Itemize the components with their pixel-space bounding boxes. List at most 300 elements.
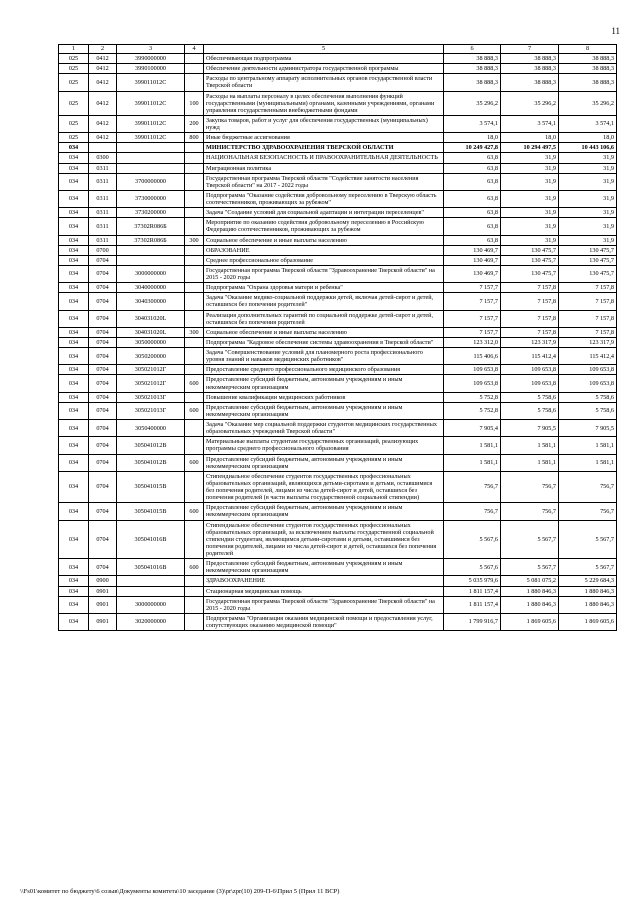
target-article-cell: 305041015В: [117, 503, 185, 520]
admin-code-cell: 034: [59, 471, 89, 503]
amount-year3-cell: 7 157,8: [559, 283, 617, 293]
target-article-cell: [117, 586, 185, 596]
expense-type-cell: [185, 365, 204, 375]
target-article-cell: 3990000000: [117, 54, 185, 64]
amount-year3-cell: 5 758,6: [559, 402, 617, 419]
amount-year2-cell: 31,9: [501, 190, 559, 207]
target-article-cell: 37302R086Б: [117, 235, 185, 245]
section-code-cell: 0311: [89, 163, 117, 173]
table-row: [59, 255, 617, 265]
admin-code-cell: 025: [59, 115, 89, 132]
admin-code-cell: 034: [59, 235, 89, 245]
description-cell: Задача "Оказание медико-социальной поддержки детей, включая детей-сирот и детей, оставшихся без попечения родителей": [204, 293, 444, 310]
target-article-cell: 305041012В: [117, 437, 185, 454]
amount-year1-cell: 1 799 916,7: [444, 613, 501, 630]
expense-type-cell: [185, 218, 204, 235]
target-article-cell: 3000000000: [117, 596, 185, 613]
description-cell: Предоставление субсидий бюджетным, автономным учреждениям и иным некоммерческим организациям: [204, 559, 444, 576]
admin-code-cell: 034: [59, 255, 89, 265]
target-article-cell: 305021012Г: [117, 365, 185, 375]
table-row: [59, 115, 617, 132]
section-code-cell: 0412: [89, 74, 117, 91]
amount-year1-cell: 7 157,7: [444, 293, 501, 310]
description-cell: Среднее профессиональное образование: [204, 255, 444, 265]
admin-code-cell: 034: [59, 402, 89, 419]
admin-code-cell: 034: [59, 503, 89, 520]
amount-year2-cell: 18,0: [501, 133, 559, 143]
amount-year2-cell: 7 157,8: [501, 310, 559, 327]
target-article-cell: 305041016В: [117, 559, 185, 576]
description-cell: Стационарная медицинская помощь: [204, 586, 444, 596]
amount-year3-cell: 1 880 846,3: [559, 596, 617, 613]
admin-code-cell: 034: [59, 559, 89, 576]
column-header: 5: [204, 45, 444, 54]
amount-year2-cell: 31,9: [501, 218, 559, 235]
expense-type-cell: [185, 471, 204, 503]
amount-year3-cell: 1 869 605,6: [559, 613, 617, 630]
budget-table-container: [58, 44, 616, 631]
amount-year3-cell: 18,0: [559, 133, 617, 143]
amount-year2-cell: 130 475,7: [501, 255, 559, 265]
expense-type-cell: [185, 208, 204, 218]
admin-code-cell: 034: [59, 265, 89, 282]
section-code-cell: 0704: [89, 375, 117, 392]
description-cell: Предоставление субсидий бюджетным, автономным учреждениям и иным некоммерческим организациям: [204, 454, 444, 471]
amount-year3-cell: 756,7: [559, 471, 617, 503]
section-code-cell: [89, 143, 117, 153]
target-article-cell: 3990100000: [117, 64, 185, 74]
expense-type-cell: [185, 283, 204, 293]
description-cell: Предоставление субсидий бюджетным, автономным учреждениям и иным некоммерческим организациям: [204, 402, 444, 419]
amount-year1-cell: 38 888,3: [444, 64, 501, 74]
admin-code-cell: 034: [59, 348, 89, 365]
section-code-cell: 0704: [89, 559, 117, 576]
amount-year1-cell: 109 653,8: [444, 365, 501, 375]
amount-year1-cell: 63,8: [444, 218, 501, 235]
amount-year2-cell: 10 294 497,5: [501, 143, 559, 153]
amount-year1-cell: 130 469,7: [444, 265, 501, 282]
target-article-cell: 305041016В: [117, 520, 185, 559]
amount-year1-cell: 109 653,8: [444, 375, 501, 392]
amount-year3-cell: 10 443 106,6: [559, 143, 617, 153]
amount-year2-cell: 1 880 846,3: [501, 596, 559, 613]
section-code-cell: 0704: [89, 265, 117, 282]
description-cell: Расходы по центральному аппарату исполнительных органов государственной власти Тверской области: [204, 74, 444, 91]
expense-type-cell: [185, 265, 204, 282]
amount-year2-cell: 38 888,3: [501, 74, 559, 91]
target-article-cell: 3020000000: [117, 613, 185, 630]
amount-year2-cell: 31,9: [501, 153, 559, 163]
section-code-cell: 0704: [89, 420, 117, 437]
target-article-cell: 304031020L: [117, 310, 185, 327]
amount-year1-cell: 10 249 427,8: [444, 143, 501, 153]
table-row: [59, 365, 617, 375]
table-row: [59, 327, 617, 337]
amount-year2-cell: 130 475,7: [501, 245, 559, 255]
target-article-cell: [117, 153, 185, 163]
target-article-cell: [117, 576, 185, 586]
table-row: [59, 91, 617, 115]
admin-code-cell: 034: [59, 420, 89, 437]
admin-code-cell: 034: [59, 586, 89, 596]
expense-type-cell: [185, 64, 204, 74]
amount-year1-cell: 1 581,1: [444, 437, 501, 454]
amount-year2-cell: 1 581,1: [501, 437, 559, 454]
target-article-cell: [117, 163, 185, 173]
admin-code-cell: 034: [59, 143, 89, 153]
amount-year1-cell: 5 035 979,6: [444, 576, 501, 586]
amount-year1-cell: 130 469,7: [444, 255, 501, 265]
description-cell: Социальное обеспечение и иные выплаты населению: [204, 327, 444, 337]
expense-type-cell: 200: [185, 115, 204, 132]
column-header: 8: [559, 45, 617, 54]
target-article-cell: 399011012С: [117, 91, 185, 115]
expense-type-cell: 600: [185, 454, 204, 471]
description-cell: Задача "Совершенствование условий для планомерного роста профессионального уровня знаний и навыков медицинских работников": [204, 348, 444, 365]
description-cell: Государственная программа Тверской области "Здравоохранение Тверской области" на 2015 - 2020 годы: [204, 265, 444, 282]
target-article-cell: 305021013Г: [117, 402, 185, 419]
amount-year3-cell: 756,7: [559, 503, 617, 520]
amount-year1-cell: 18,0: [444, 133, 501, 143]
admin-code-cell: 034: [59, 375, 89, 392]
amount-year1-cell: 7 157,7: [444, 310, 501, 327]
table-row: [59, 265, 617, 282]
amount-year2-cell: 38 888,3: [501, 54, 559, 64]
admin-code-cell: 034: [59, 365, 89, 375]
description-cell: Подпрограмма "Организация оказания медицинской помощи и предоставления услуг, сопутствующих оказанию медицинской помощи": [204, 613, 444, 630]
description-cell: МИНИСТЕРСТВО ЗДРАВООХРАНЕНИЯ ТВЕРСКОЙ ОБЛАСТИ: [204, 143, 444, 153]
expense-type-cell: [185, 613, 204, 630]
target-article-cell: 305021013Г: [117, 392, 185, 402]
amount-year3-cell: 31,9: [559, 173, 617, 190]
expense-type-cell: 800: [185, 133, 204, 143]
amount-year3-cell: 3 574,1: [559, 115, 617, 132]
description-cell: Обеспечивающая подпрограмма: [204, 54, 444, 64]
target-article-cell: [117, 143, 185, 153]
expense-type-cell: [185, 348, 204, 365]
expense-type-cell: 600: [185, 559, 204, 576]
amount-year3-cell: 1 880 846,3: [559, 586, 617, 596]
amount-year3-cell: 109 653,8: [559, 375, 617, 392]
amount-year1-cell: 63,8: [444, 153, 501, 163]
amount-year2-cell: 7 157,8: [501, 293, 559, 310]
page-number: 11: [611, 26, 620, 36]
section-code-cell: 0704: [89, 471, 117, 503]
description-cell: Обеспечение деятельности администратора государственной программы: [204, 64, 444, 74]
amount-year1-cell: 756,7: [444, 471, 501, 503]
description-cell: Расходы на выплаты персоналу в целях обеспечения выполнения функций государственными (муниципальными) органами, казенными учреждениями, органами управления государственными внебюджетными фондами: [204, 91, 444, 115]
amount-year3-cell: 31,9: [559, 235, 617, 245]
amount-year2-cell: 123 317,9: [501, 337, 559, 347]
table-header-row: [59, 45, 617, 54]
amount-year3-cell: 31,9: [559, 163, 617, 173]
admin-code-cell: 034: [59, 310, 89, 327]
amount-year1-cell: 63,8: [444, 235, 501, 245]
section-code-cell: 0311: [89, 235, 117, 245]
section-code-cell: 0412: [89, 133, 117, 143]
admin-code-cell: 034: [59, 337, 89, 347]
amount-year1-cell: 123 312,0: [444, 337, 501, 347]
table-row: [59, 133, 617, 143]
amount-year2-cell: 5 081 075,2: [501, 576, 559, 586]
target-article-cell: 3050400000: [117, 420, 185, 437]
table-row: [59, 64, 617, 74]
admin-code-cell: 034: [59, 576, 89, 586]
table-body: [59, 54, 617, 631]
description-cell: Предоставление среднего профессионального медицинского образования: [204, 365, 444, 375]
budget-table: [58, 44, 617, 631]
section-code-cell: 0704: [89, 454, 117, 471]
description-cell: ЗДРАВООХРАНЕНИЕ: [204, 576, 444, 586]
amount-year3-cell: 123 317,9: [559, 337, 617, 347]
expense-type-cell: [185, 255, 204, 265]
expense-type-cell: [185, 420, 204, 437]
target-article-cell: 305041015В: [117, 471, 185, 503]
admin-code-cell: 025: [59, 54, 89, 64]
description-cell: Миграционная политика: [204, 163, 444, 173]
expense-type-cell: [185, 54, 204, 64]
description-cell: Закупка товаров, работ и услуг для обеспечения государственных (муниципальных) нужд: [204, 115, 444, 132]
column-header: 3: [117, 45, 185, 54]
amount-year3-cell: 31,9: [559, 153, 617, 163]
table-row: [59, 402, 617, 419]
amount-year1-cell: 63,8: [444, 173, 501, 190]
target-article-cell: 3000000000: [117, 265, 185, 282]
expense-type-cell: [185, 245, 204, 255]
column-header: 1: [59, 45, 89, 54]
expense-type-cell: [185, 337, 204, 347]
section-code-cell: 0704: [89, 293, 117, 310]
table-row: [59, 576, 617, 586]
amount-year2-cell: 109 653,8: [501, 365, 559, 375]
amount-year3-cell: 130 475,7: [559, 245, 617, 255]
description-cell: Стипендиальное обеспечение студентов государственных профессиональных образовательных организаций, за исключением выплаты государственной социальной стипендии студентам, являющимся детьми-сиротами и детьми, оставшимися без попечения родителей, лицами из числа детей-сирот и детей, оставшихся без попечения родителей: [204, 520, 444, 559]
amount-year1-cell: 38 888,3: [444, 54, 501, 64]
admin-code-cell: 034: [59, 596, 89, 613]
section-code-cell: 0300: [89, 153, 117, 163]
section-code-cell: 0900: [89, 576, 117, 586]
section-code-cell: 0901: [89, 586, 117, 596]
table-row: [59, 293, 617, 310]
admin-code-cell: 034: [59, 392, 89, 402]
expense-type-cell: [185, 576, 204, 586]
section-code-cell: 0704: [89, 365, 117, 375]
section-code-cell: 0311: [89, 173, 117, 190]
amount-year1-cell: 1 581,1: [444, 454, 501, 471]
amount-year2-cell: 31,9: [501, 208, 559, 218]
amount-year3-cell: 31,9: [559, 190, 617, 207]
amount-year3-cell: 5 567,7: [559, 520, 617, 559]
admin-code-cell: 025: [59, 91, 89, 115]
amount-year1-cell: 5 567,6: [444, 520, 501, 559]
amount-year1-cell: 5 752,8: [444, 392, 501, 402]
description-cell: Задача "Оказание мер социальной поддержки студентов медицинских государственных образовательных учреждений Тверской области": [204, 420, 444, 437]
table-row: [59, 586, 617, 596]
table-row: [59, 153, 617, 163]
expense-type-cell: [185, 293, 204, 310]
amount-year3-cell: 31,9: [559, 218, 617, 235]
section-code-cell: 0704: [89, 437, 117, 454]
admin-code-cell: 034: [59, 293, 89, 310]
amount-year3-cell: 5 758,6: [559, 392, 617, 402]
table-row: [59, 392, 617, 402]
amount-year2-cell: 7 157,8: [501, 283, 559, 293]
amount-year3-cell: 7 157,8: [559, 327, 617, 337]
column-header: 6: [444, 45, 501, 54]
admin-code-cell: 034: [59, 163, 89, 173]
amount-year2-cell: 1 880 846,3: [501, 586, 559, 596]
description-cell: Предоставление субсидий бюджетным, автономным учреждениям и иным некоммерческим организациям: [204, 503, 444, 520]
file-path-footer: \\Fs01\комитет по бюджету\6 созыв\Документы комитета\10 заседание (3)\pr\zpr(10) 209-П-6\Прил 5 (Прил 11 ВСР): [20, 888, 340, 895]
amount-year1-cell: 35 296,2: [444, 91, 501, 115]
admin-code-cell: 034: [59, 208, 89, 218]
amount-year2-cell: 115 412,4: [501, 348, 559, 365]
expense-type-cell: 600: [185, 503, 204, 520]
description-cell: НАЦИОНАЛЬНАЯ БЕЗОПАСНОСТЬ И ПРАВООХРАНИТЕЛЬНАЯ ДЕЯТЕЛЬНОСТЬ: [204, 153, 444, 163]
amount-year1-cell: 7 905,4: [444, 420, 501, 437]
target-article-cell: 305021012Г: [117, 375, 185, 392]
amount-year1-cell: 7 157,7: [444, 327, 501, 337]
amount-year1-cell: 7 157,7: [444, 283, 501, 293]
amount-year3-cell: 5 567,7: [559, 559, 617, 576]
admin-code-cell: 034: [59, 283, 89, 293]
expense-type-cell: [185, 437, 204, 454]
expense-type-cell: [185, 310, 204, 327]
amount-year2-cell: 756,7: [501, 503, 559, 520]
table-row: [59, 54, 617, 64]
admin-code-cell: 025: [59, 133, 89, 143]
description-cell: Иные бюджетные ассигнования: [204, 133, 444, 143]
column-header: 4: [185, 45, 204, 54]
target-article-cell: 3050000000: [117, 337, 185, 347]
amount-year2-cell: 1 581,1: [501, 454, 559, 471]
amount-year3-cell: 5 229 684,3: [559, 576, 617, 586]
amount-year1-cell: 756,7: [444, 503, 501, 520]
admin-code-cell: 025: [59, 74, 89, 91]
expense-type-cell: [185, 153, 204, 163]
admin-code-cell: 025: [59, 64, 89, 74]
description-cell: Государственная программа Тверской области "Содействие занятости населения Тверской области" на 2017 - 2022 годы: [204, 173, 444, 190]
amount-year2-cell: 756,7: [501, 471, 559, 503]
amount-year1-cell: 63,8: [444, 163, 501, 173]
amount-year1-cell: 1 811 157,4: [444, 596, 501, 613]
amount-year1-cell: 63,8: [444, 208, 501, 218]
section-code-cell: 0704: [89, 327, 117, 337]
table-row: [59, 520, 617, 559]
table-row: [59, 420, 617, 437]
target-article-cell: [117, 245, 185, 255]
description-cell: Подпрограмма "Охрана здоровья матери и ребенка": [204, 283, 444, 293]
table-row: [59, 348, 617, 365]
target-article-cell: 3700000000: [117, 173, 185, 190]
section-code-cell: 0412: [89, 54, 117, 64]
amount-year3-cell: 38 888,3: [559, 74, 617, 91]
description-cell: ОБРАЗОВАНИЕ: [204, 245, 444, 255]
admin-code-cell: 034: [59, 218, 89, 235]
amount-year2-cell: 5 758,6: [501, 392, 559, 402]
target-article-cell: 304031020L: [117, 327, 185, 337]
section-code-cell: 0311: [89, 190, 117, 207]
amount-year3-cell: 38 888,3: [559, 64, 617, 74]
expense-type-cell: [185, 596, 204, 613]
admin-code-cell: 034: [59, 327, 89, 337]
section-code-cell: 0704: [89, 283, 117, 293]
expense-type-cell: [185, 173, 204, 190]
amount-year1-cell: 38 888,3: [444, 74, 501, 91]
amount-year1-cell: 115 406,6: [444, 348, 501, 365]
amount-year3-cell: 7 157,8: [559, 293, 617, 310]
section-code-cell: 0704: [89, 337, 117, 347]
description-cell: Предоставление субсидий бюджетным, автономным учреждениям и иным некоммерческим организациям: [204, 375, 444, 392]
description-cell: Государственная программа Тверской области "Здравоохранение Тверской области" на 2015 - 2020 годы: [204, 596, 444, 613]
section-code-cell: 0412: [89, 115, 117, 132]
description-cell: Мероприятие по оказанию содействия добровольному переселению в Российскую Федерацию соотечественников, проживающих за рубежом: [204, 218, 444, 235]
amount-year3-cell: 115 412,4: [559, 348, 617, 365]
expense-type-cell: [185, 163, 204, 173]
description-cell: Повышение квалификации медицинских работников: [204, 392, 444, 402]
amount-year3-cell: 7 157,8: [559, 310, 617, 327]
amount-year2-cell: 31,9: [501, 173, 559, 190]
admin-code-cell: 034: [59, 245, 89, 255]
table-row: [59, 559, 617, 576]
target-article-cell: 399011012С: [117, 133, 185, 143]
target-article-cell: [117, 255, 185, 265]
amount-year2-cell: 109 653,8: [501, 375, 559, 392]
amount-year2-cell: 3 574,1: [501, 115, 559, 132]
amount-year3-cell: 109 653,8: [559, 365, 617, 375]
table-row: [59, 173, 617, 190]
section-code-cell: 0700: [89, 245, 117, 255]
table-row: [59, 596, 617, 613]
table-row: [59, 283, 617, 293]
target-article-cell: 305041012В: [117, 454, 185, 471]
table-row: [59, 74, 617, 91]
section-code-cell: 0704: [89, 310, 117, 327]
column-header: 2: [89, 45, 117, 54]
target-article-cell: 399011012С: [117, 74, 185, 91]
expense-type-cell: 300: [185, 327, 204, 337]
table-row: [59, 190, 617, 207]
table-row: [59, 454, 617, 471]
description-cell: Реализация дополнительных гарантий по социальной поддержке детей-сирот и детей, оставшихся без попечения родителей: [204, 310, 444, 327]
table-row: [59, 208, 617, 218]
section-code-cell: 0311: [89, 208, 117, 218]
description-cell: Стипендиальное обеспечение студентов государственных профессиональных образовательных организаций, являющихся детьми-сиротами и детьми, оставшимися без попечения родителей, лицами из числа детей-сирот и детей, оставшихся без попечения родителей (в части выплаты государственной социальной стипендии): [204, 471, 444, 503]
expense-type-cell: 600: [185, 375, 204, 392]
target-article-cell: 3040000000: [117, 283, 185, 293]
admin-code-cell: 034: [59, 173, 89, 190]
expense-type-cell: [185, 392, 204, 402]
target-article-cell: 3040300000: [117, 293, 185, 310]
amount-year3-cell: 1 581,1: [559, 437, 617, 454]
target-article-cell: 3730200000: [117, 208, 185, 218]
amount-year2-cell: 7 157,8: [501, 327, 559, 337]
target-article-cell: 3730000000: [117, 190, 185, 207]
section-code-cell: 0311: [89, 218, 117, 235]
target-article-cell: 3050200000: [117, 348, 185, 365]
expense-type-cell: 600: [185, 402, 204, 419]
amount-year1-cell: 5 567,6: [444, 559, 501, 576]
section-code-cell: 0704: [89, 255, 117, 265]
admin-code-cell: 034: [59, 190, 89, 207]
amount-year3-cell: 130 475,7: [559, 265, 617, 282]
admin-code-cell: 034: [59, 454, 89, 471]
target-article-cell: 37302R086Б: [117, 218, 185, 235]
table-row: [59, 310, 617, 327]
admin-code-cell: 034: [59, 520, 89, 559]
section-code-cell: 0704: [89, 392, 117, 402]
amount-year1-cell: 63,8: [444, 190, 501, 207]
